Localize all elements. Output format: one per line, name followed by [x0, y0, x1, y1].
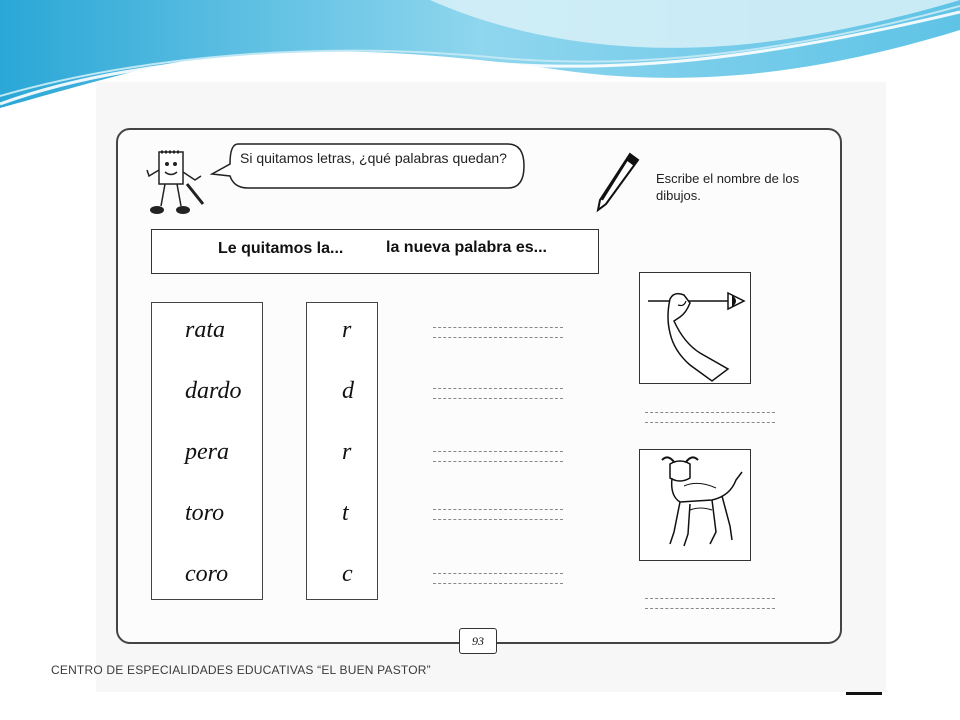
- dart-hand-icon: [640, 273, 750, 383]
- answer-line[interactable]: [433, 451, 563, 462]
- answer-line[interactable]: [433, 388, 563, 399]
- word-item: coro: [185, 561, 229, 587]
- header-removed-letter: Le quitamos la...: [218, 240, 344, 257]
- letter-item: d: [342, 378, 354, 404]
- words-column: [151, 302, 263, 600]
- word-item: rata: [185, 317, 226, 343]
- letter-item: c: [342, 561, 353, 587]
- notebook-mascot-icon: [143, 146, 207, 220]
- column-header-box: [151, 229, 599, 274]
- corner-mark: [846, 692, 882, 695]
- speech-bubble-shape: [208, 140, 528, 192]
- answer-line[interactable]: [433, 327, 563, 338]
- dart-hand-picture: [639, 272, 751, 384]
- letters-column: [306, 302, 378, 600]
- word-item: dardo: [185, 378, 242, 404]
- page-number: 93: [459, 628, 497, 654]
- word-item: toro: [185, 500, 225, 526]
- letter-item: r: [342, 317, 352, 343]
- picture-answer-line[interactable]: [645, 412, 775, 423]
- letter-item: t: [342, 500, 349, 526]
- letter-item: r: [342, 439, 352, 465]
- word-item: pera: [185, 439, 229, 465]
- picture-answer-line[interactable]: [645, 598, 775, 609]
- answer-line[interactable]: [433, 509, 563, 520]
- bull-icon: [640, 450, 750, 560]
- answer-line[interactable]: [433, 573, 563, 584]
- instruction-text: Escribe el nombre de los dibujos.: [656, 171, 800, 203]
- bull-picture: [639, 449, 751, 561]
- footer-institution-name: CENTRO DE ESPECIALIDADES EDUCATIVAS “EL BUEN PASTOR”: [51, 663, 431, 677]
- speech-bubble-text: Si quitamos letras, ¿qué palabras quedan?: [240, 150, 507, 166]
- header-new-word: la nueva palabra es...: [386, 239, 547, 256]
- pencil-icon: [594, 150, 644, 214]
